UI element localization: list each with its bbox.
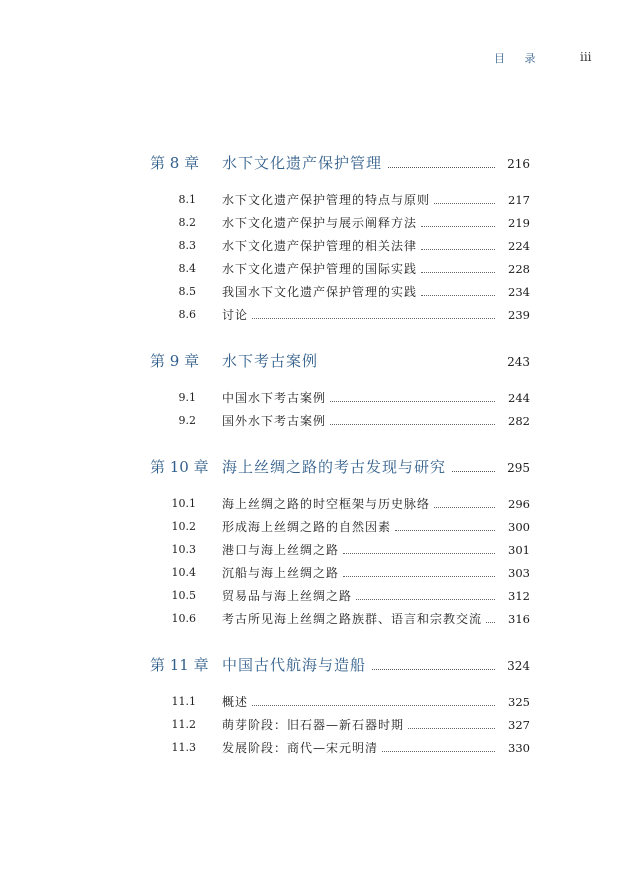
section-number: 8.1 [178,193,196,206]
toc-section-9-2[interactable] [0,411,640,434]
section-number: 11.3 [171,741,196,754]
section-number: 8.2 [178,216,196,229]
section-page: 296 [508,497,530,511]
section-page: 228 [508,262,530,276]
chapter-title-row [222,456,530,477]
section-title-row [222,587,530,604]
toc-chapter-9[interactable] [0,350,640,372]
section-number: 10.5 [171,589,196,602]
toc-section-11-3[interactable] [0,738,640,761]
section-title-row [222,237,530,254]
toc-section-10-5[interactable] [0,586,640,609]
chapter-number: 第 8 章 [150,154,200,172]
chapter-page: 324 [507,659,530,673]
dot-leader [330,416,495,425]
section-page: 316 [508,612,530,626]
header-title: 目 录 [494,52,544,65]
section-title-row [222,518,530,535]
section-page: 224 [508,239,530,253]
section-title-row [222,306,530,323]
toc-section-8-6[interactable] [0,305,640,328]
section-number: 9.1 [178,391,196,404]
section-page: 234 [508,285,530,299]
section-title-row [222,610,530,627]
header-page-number: iii [580,50,592,64]
toc-section-8-3[interactable] [0,236,640,259]
toc-section-8-5[interactable] [0,282,640,305]
section-title: 我国水下文化遗产保护管理的实践 [222,285,418,299]
section-title: 港口与海上丝绸之路 [222,543,340,557]
section-title: 讨论 [222,308,249,322]
chapter-number: 第 9 章 [150,352,200,370]
toc-section-8-1[interactable] [0,190,640,213]
toc-section-10-4[interactable] [0,563,640,586]
section-number: 8.3 [178,239,196,252]
section-title: 水下文化遗产保护与展示阐释方法 [222,216,418,230]
section-title: 水下文化遗产保护管理的国际实践 [222,262,418,276]
section-title: 形成海上丝绸之路的自然因素 [222,520,392,534]
section-title: 海上丝绸之路的时空框架与历史脉络 [222,497,431,511]
section-title: 沉船与海上丝绸之路 [222,566,340,580]
dot-leader [382,743,495,752]
section-title: 水下文化遗产保护管理的特点与原则 [222,193,431,207]
section-title: 考古所见海上丝绸之路族群、语言和宗教交流 [222,612,483,626]
section-number: 8.6 [178,308,196,321]
section-page: 282 [508,414,530,428]
section-number: 10.6 [171,612,196,625]
toc-chapter-10[interactable] [0,456,640,478]
dot-leader [252,697,495,706]
chapter-title: 水下考古案例 [222,352,319,370]
toc-section-10-1[interactable] [0,494,640,517]
dot-leader [252,310,495,319]
section-number: 11.2 [171,718,196,731]
toc-section-11-1[interactable] [0,692,640,715]
section-title-row [222,739,530,756]
chapter-title: 中国古代航海与造船 [222,656,367,674]
section-page: 327 [508,718,530,732]
dot-leader [343,568,495,577]
section-number: 10.1 [171,497,196,510]
section-page: 239 [508,308,530,322]
toc-chapter-8[interactable] [0,152,640,174]
section-page: 217 [508,193,530,207]
section-number: 8.4 [178,262,196,275]
dot-leader [388,156,495,168]
toc-chapter-11[interactable] [0,654,640,676]
dot-leader [421,218,495,227]
chapter-number: 第 10 章 [150,458,209,476]
chapter-page: 216 [507,157,530,171]
section-title-row [222,389,530,406]
dot-leader [486,614,495,623]
section-number: 10.2 [171,520,196,533]
section-page: 312 [508,589,530,603]
toc-section-10-6[interactable] [0,609,640,632]
section-title-row [222,716,530,733]
dot-leader [372,658,495,670]
section-page: 300 [508,520,530,534]
section-title-row [222,564,530,581]
section-title-row [222,495,530,512]
chapter-title-row [222,152,530,173]
section-title-row [222,260,530,277]
running-header [0,50,640,66]
dot-leader [356,591,495,600]
dot-leader [434,499,495,508]
dot-leader [421,264,495,273]
section-title: 概述 [222,695,249,709]
section-number: 9.2 [178,414,196,427]
section-page: 219 [508,216,530,230]
dot-leader [408,720,495,729]
section-title: 发展阶段：商代—宋元明清 [222,741,379,755]
toc-section-10-3[interactable] [0,540,640,563]
dot-leader [330,393,495,402]
chapter-title: 海上丝绸之路的考古发现与研究 [222,458,447,476]
section-title-row [222,283,530,300]
chapter-title-row [222,654,530,675]
toc-section-10-2[interactable] [0,517,640,540]
dot-leader [324,354,495,366]
dot-leader [343,545,495,554]
section-number: 11.1 [171,695,196,708]
section-page: 325 [508,695,530,709]
section-title: 中国水下考古案例 [222,391,327,405]
section-number: 8.5 [178,285,196,298]
dot-leader [395,522,495,531]
dot-leader [434,195,495,204]
section-title: 萌芽阶段：旧石器—新石器时期 [222,718,405,732]
chapter-title-row [222,350,530,371]
section-title: 贸易品与海上丝绸之路 [222,589,353,603]
section-title: 水下文化遗产保护管理的相关法律 [222,239,418,253]
section-title-row [222,693,530,710]
chapter-page: 243 [507,355,530,369]
chapter-number: 第 11 章 [150,656,209,674]
section-title: 国外水下考古案例 [222,414,327,428]
toc-section-11-2[interactable] [0,715,640,738]
dot-leader [452,460,495,472]
section-page: 330 [508,741,530,755]
toc-section-9-1[interactable] [0,388,640,411]
toc-section-8-4[interactable] [0,259,640,282]
section-title-row [222,541,530,558]
toc-section-8-2[interactable] [0,213,640,236]
section-number: 10.3 [171,543,196,556]
section-page: 303 [508,566,530,580]
section-title-row [222,191,530,208]
dot-leader [421,241,495,250]
section-number: 10.4 [171,566,196,579]
table-of-contents [0,152,640,761]
dot-leader [421,287,495,296]
chapter-title: 水下文化遗产保护管理 [222,154,383,172]
section-page: 301 [508,543,530,557]
section-page: 244 [508,391,530,405]
section-title-row [222,412,530,429]
chapter-page: 295 [507,461,530,475]
section-title-row [222,214,530,231]
